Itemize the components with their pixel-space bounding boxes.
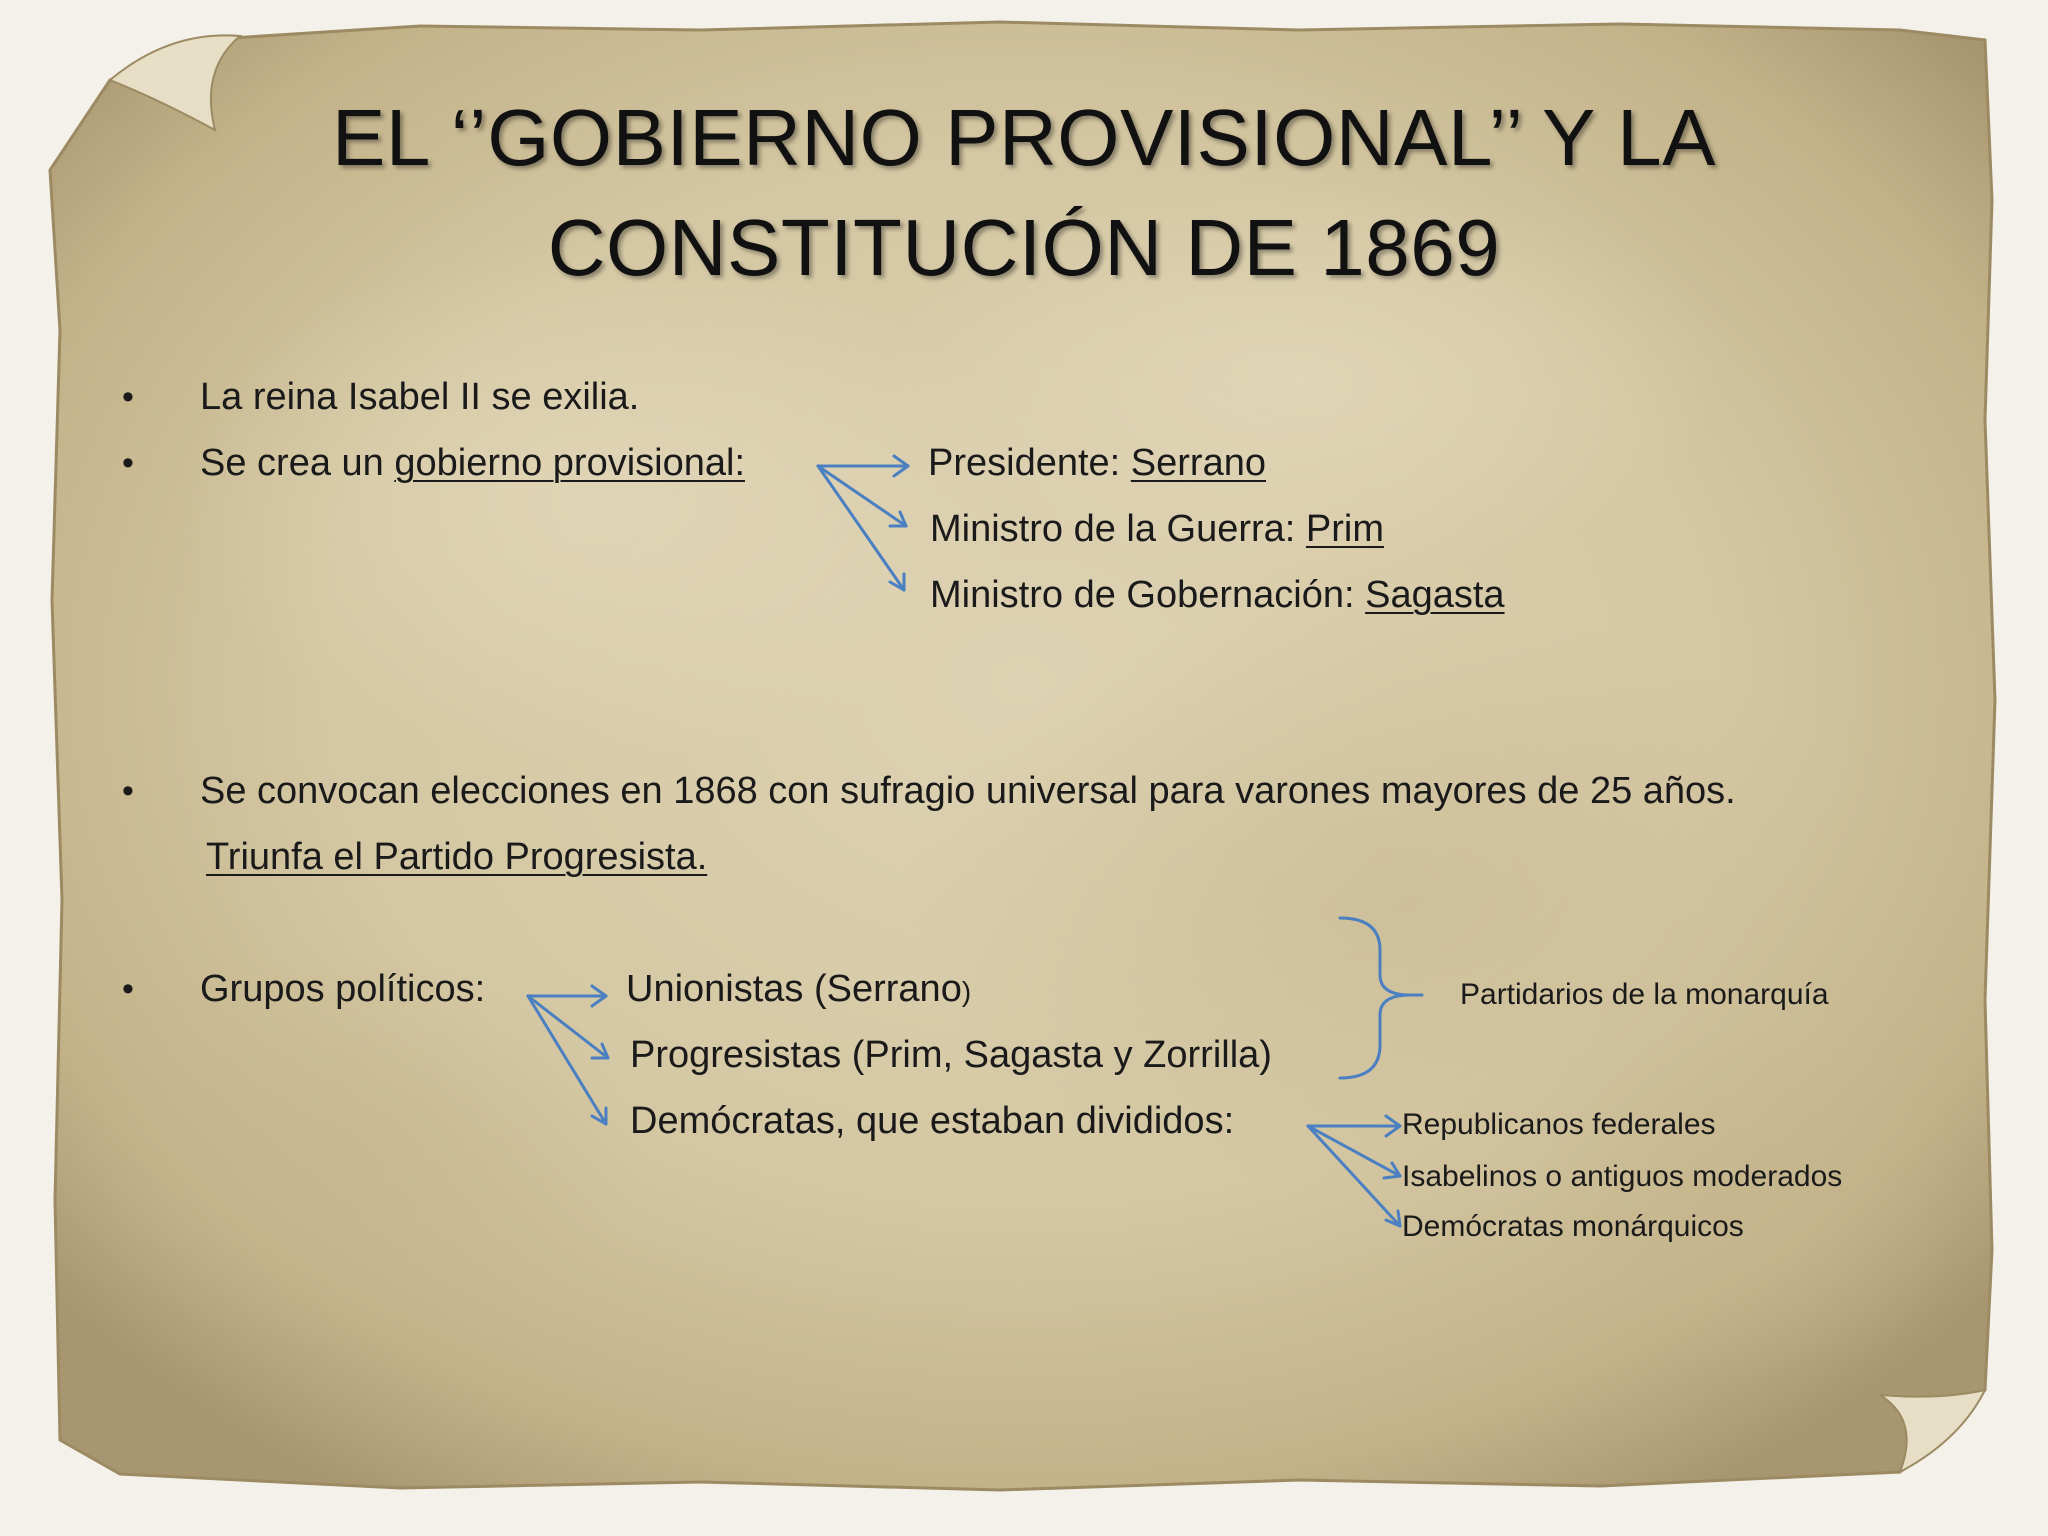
item-elections-result: Triunfa el Partido Progresista. [206, 836, 708, 878]
group-democratas: Demócratas, que estaban divididos: [630, 1100, 1235, 1142]
bullet-marker: • [122, 970, 134, 1008]
item-provisional-prefix: Se crea un [200, 442, 395, 484]
target-war-minister: Ministro de la Guerra: Prim [930, 508, 1385, 550]
item-exile: La reina Isabel II se exilia. [200, 376, 640, 418]
target-interior-minister: Ministro de Gobernación: Sagasta [930, 574, 1505, 616]
monarchy-supporters-note: Partidarios de la monarquía [1460, 978, 1829, 1011]
bullet-marker: • [122, 772, 134, 810]
target-president: Presidente: Serrano [928, 442, 1266, 484]
subgroup-isabelinos: Isabelinos o antiguos moderados [1402, 1160, 1843, 1193]
item-elections: Se convocan elecciones en 1868 con sufragio universal para varones mayores de 25 años. [200, 770, 1736, 812]
provisional-government-term: gobierno provisional: [394, 442, 746, 484]
political-groups-label: Grupos políticos: [200, 968, 486, 1010]
subgroup-republicanos: Republicanos federales [1402, 1108, 1716, 1141]
name-prim: Prim [1305, 508, 1385, 550]
subgroup-democratas-monarquicos: Demócratas monárquicos [1402, 1210, 1744, 1243]
title-line-1: EL ‘’GOBIERNO PROVISIONAL’’ Y LA [332, 93, 1716, 182]
group-progresistas: Progresistas (Prim, Sagasta y Zorrilla) [630, 1034, 1272, 1076]
title-line-2: CONSTITUCIÓN DE 1869 [547, 203, 1501, 292]
bullet-marker: • [122, 378, 134, 416]
name-serrano: Serrano [1130, 442, 1266, 484]
group-unionistas: Unionistas (Serrano) [626, 968, 972, 1010]
bullet-marker: • [122, 444, 134, 482]
name-sagasta: Sagasta [1365, 574, 1505, 616]
item-provisional-government [200, 442, 745, 485]
